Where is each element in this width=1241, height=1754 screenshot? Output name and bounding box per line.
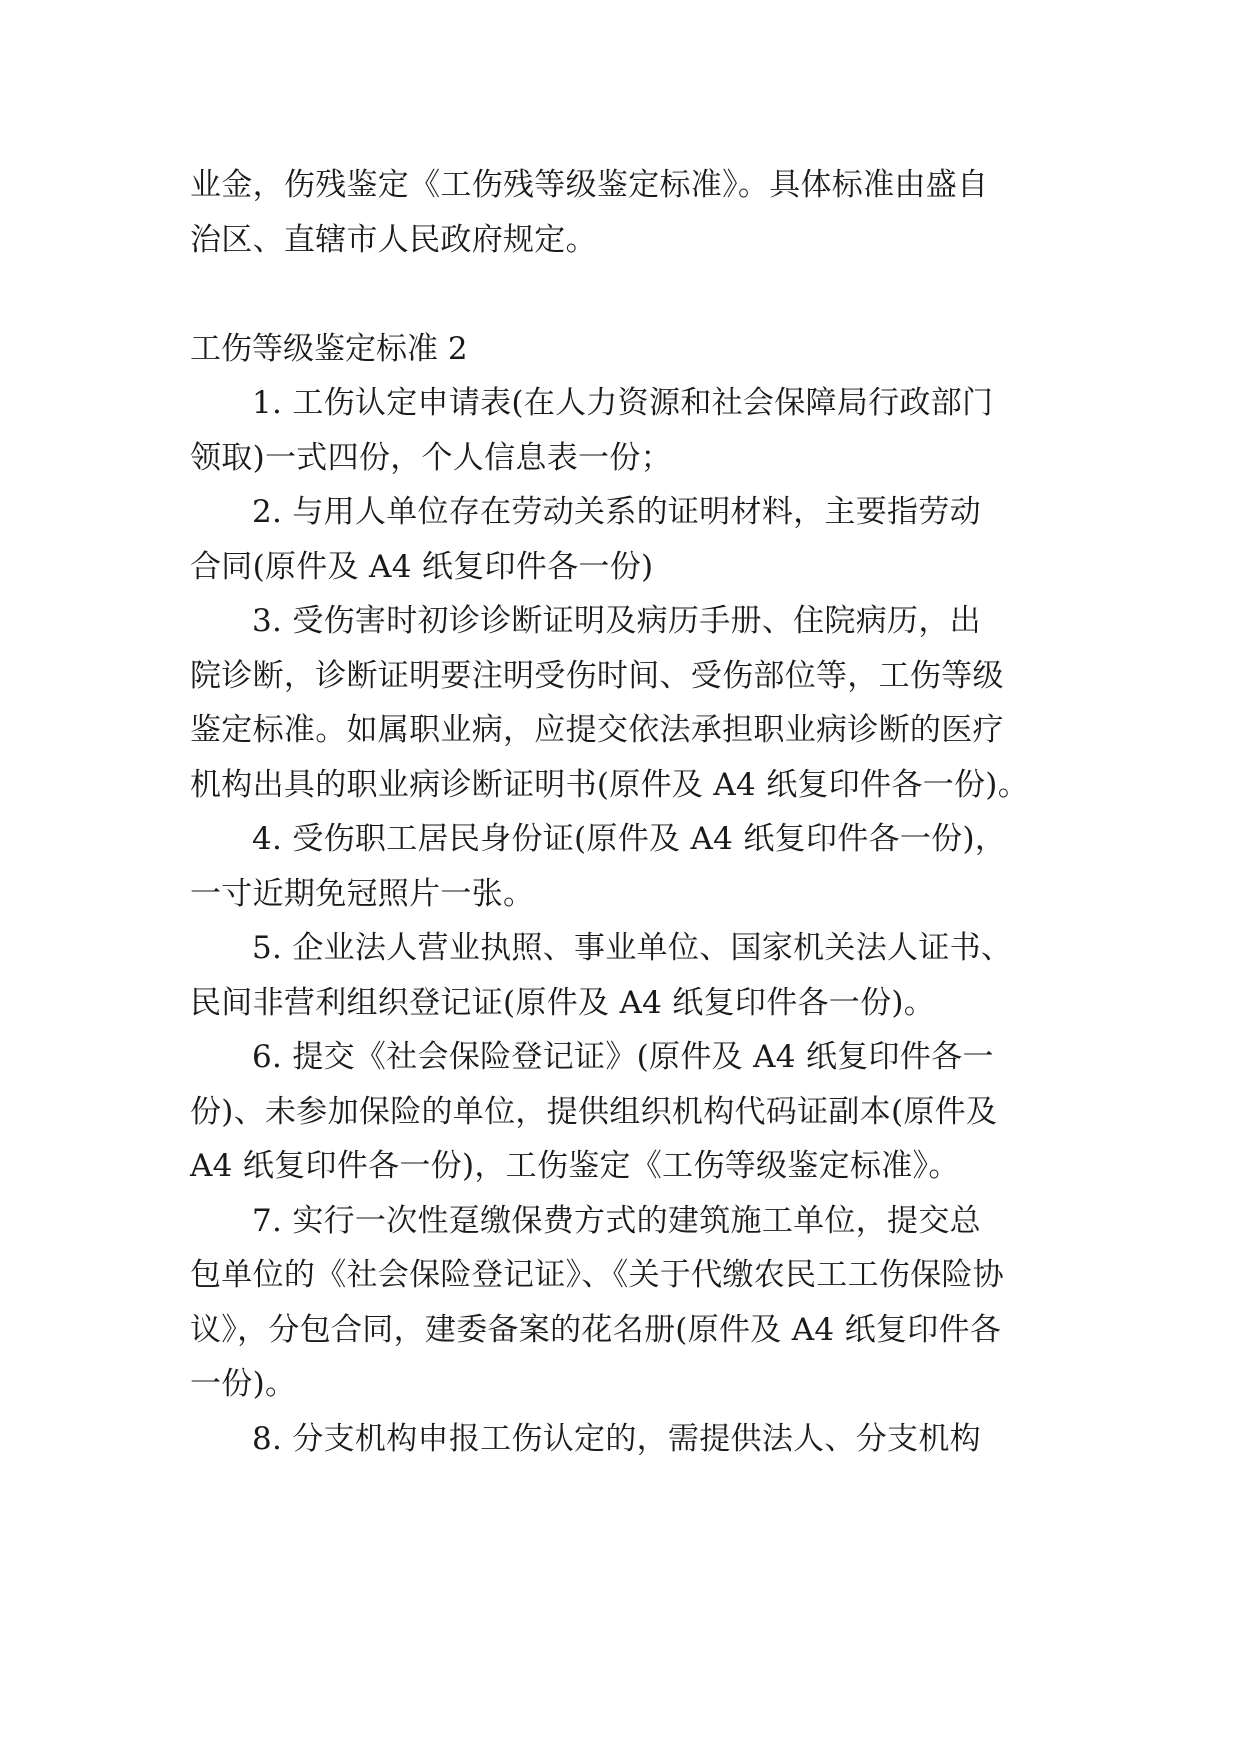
list-item-4	[190, 812, 1050, 921]
list-item-8	[190, 1412, 1050, 1467]
item-line: 4. 受伤职工居民身份证(原件及 A4 纸复印件各一份)，	[252, 821, 1007, 857]
item-line: 7. 实行一次性趸缴保费方式的建筑施工单位，提交总	[252, 1202, 981, 1239]
item-line: 6. 提交《社会保险登记证》(原件及 A4 纸复印件各一	[252, 1039, 994, 1075]
intro-line: 治区、直辖市人民政府规定。	[190, 221, 597, 258]
list-item-3	[190, 594, 1050, 812]
section-title: 工伤等级鉴定标准 2	[190, 330, 468, 367]
item-line: 包单位的《社会保险登记证》、《关于代缴农民工工伤保险协	[190, 1257, 1005, 1293]
item-line: 院诊断，诊断证明要注明受伤时间、受伤部位等，工伤等级	[190, 657, 1004, 694]
item-line: 领取)一式四份，个人信息表一份；	[190, 439, 672, 476]
list-item-5	[190, 921, 1050, 1030]
document-body	[190, 158, 1050, 1466]
item-line: 机构出具的职业病诊断证明书(原件及 A4 纸复印件各一份)。	[190, 766, 1030, 803]
item-line: 2. 与用人单位存在劳动关系的证明材料，主要指劳动	[252, 494, 981, 530]
list-item-6	[190, 1030, 1050, 1194]
item-line: 3. 受伤害时初诊诊断证明及病历手册、住院病历，出	[252, 603, 981, 639]
list-item-2	[190, 485, 1050, 594]
item-line: 一寸近期免冠照片一张。	[190, 875, 535, 912]
paragraph-gap	[190, 267, 1050, 322]
item-line: 份)、未参加保险的单位，提供组织机构代码证副本(原件及	[190, 1093, 998, 1130]
item-line: 8. 分支机构申报工伤认定的，需提供法人、分支机构	[252, 1420, 981, 1457]
item-line: 一份)。	[190, 1366, 297, 1402]
item-line: 合同(原件及 A4 纸复印件各一份)	[190, 548, 654, 585]
item-line: 1. 工伤认定申请表(在人力资源和社会保障局行政部门	[252, 385, 994, 421]
item-line: A4 纸复印件各一份)，工伤鉴定《工伤等级鉴定标准》。	[190, 1148, 960, 1184]
list-item-1	[190, 376, 1050, 485]
item-line: 民间非营利组织登记证(原件及 A4 纸复印件各一份)。	[190, 984, 936, 1021]
item-line: 鉴定标准。如属职业病，应提交依法承担职业病诊断的医疗	[190, 712, 1004, 748]
list-item-7	[190, 1194, 1050, 1412]
intro-line: 业金，伤残鉴定《工伤残等级鉴定标准》。具体标准由盛自	[190, 167, 989, 203]
item-line: 议》，分包合同，建委备案的花名册(原件及 A4 纸复印件各	[190, 1311, 1002, 1348]
item-line: 5. 企业法人营业执照、事业单位、国家机关法人证书、	[252, 930, 1013, 966]
